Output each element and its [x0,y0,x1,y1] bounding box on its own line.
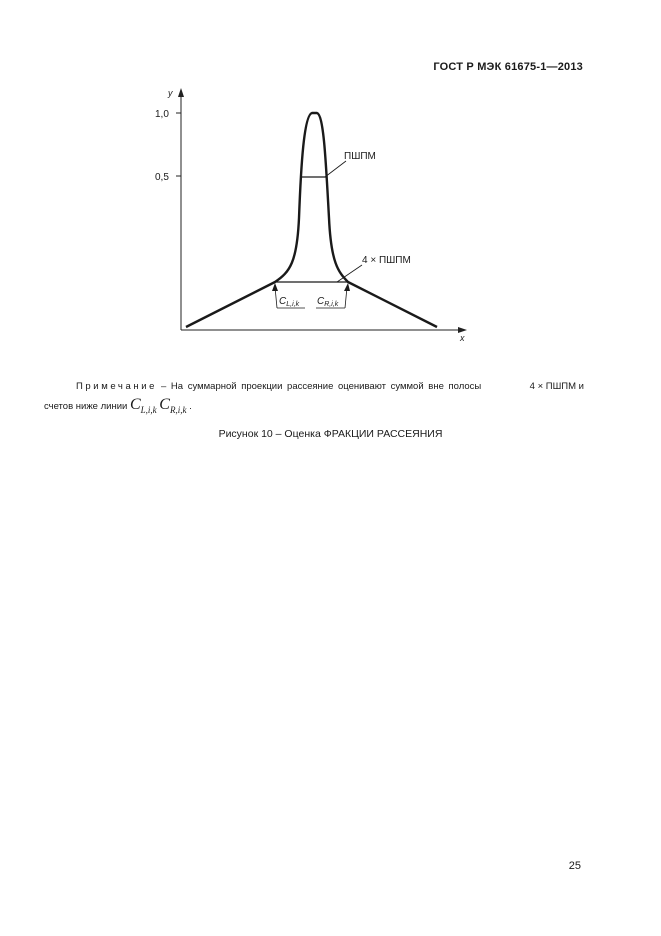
note-text: – На суммарной проекции рассеяние оценивают суммой вне полосы [161,381,482,392]
document-header: ГОСТ Р МЭК 61675-1—2013 [433,61,583,73]
right-marker-label: $C_{R,i,k}$ [317,296,339,308]
y-axis-label: y [168,88,173,98]
note-c-right: $C_{R,i,k}$ [159,396,187,415]
left-marker-label: $C_{L,i,k}$ [279,296,300,308]
note-label: Примечание [76,381,157,392]
fwhm-leader [325,161,346,177]
figure-note [44,379,584,418]
y-axis-arrow [178,88,184,97]
page-number: 25 [568,860,581,872]
x-axis-label: x [460,333,465,343]
fwhm-label: ПШПМ [344,151,376,162]
y-tick-label-05: 0,5 [155,172,169,183]
right-marker-arrow-head [344,283,350,291]
band-label: 4 × ПШПМ [362,255,411,266]
note-line2-suffix: . [189,401,192,412]
note-c-left: $C_{L,i,k}$ [129,396,157,415]
figure-caption: Рисунок 10 – Оценка ФРАКЦИИ РАССЕЯНИЯ [218,428,443,440]
y-tick-label-1: 1,0 [155,109,169,120]
note-line2-prefix: счетов ниже линии [44,401,128,412]
scatter-fraction-figure [0,0,661,360]
note-band: 4 × ПШПМ и [529,381,584,392]
profile-curve [186,113,437,327]
